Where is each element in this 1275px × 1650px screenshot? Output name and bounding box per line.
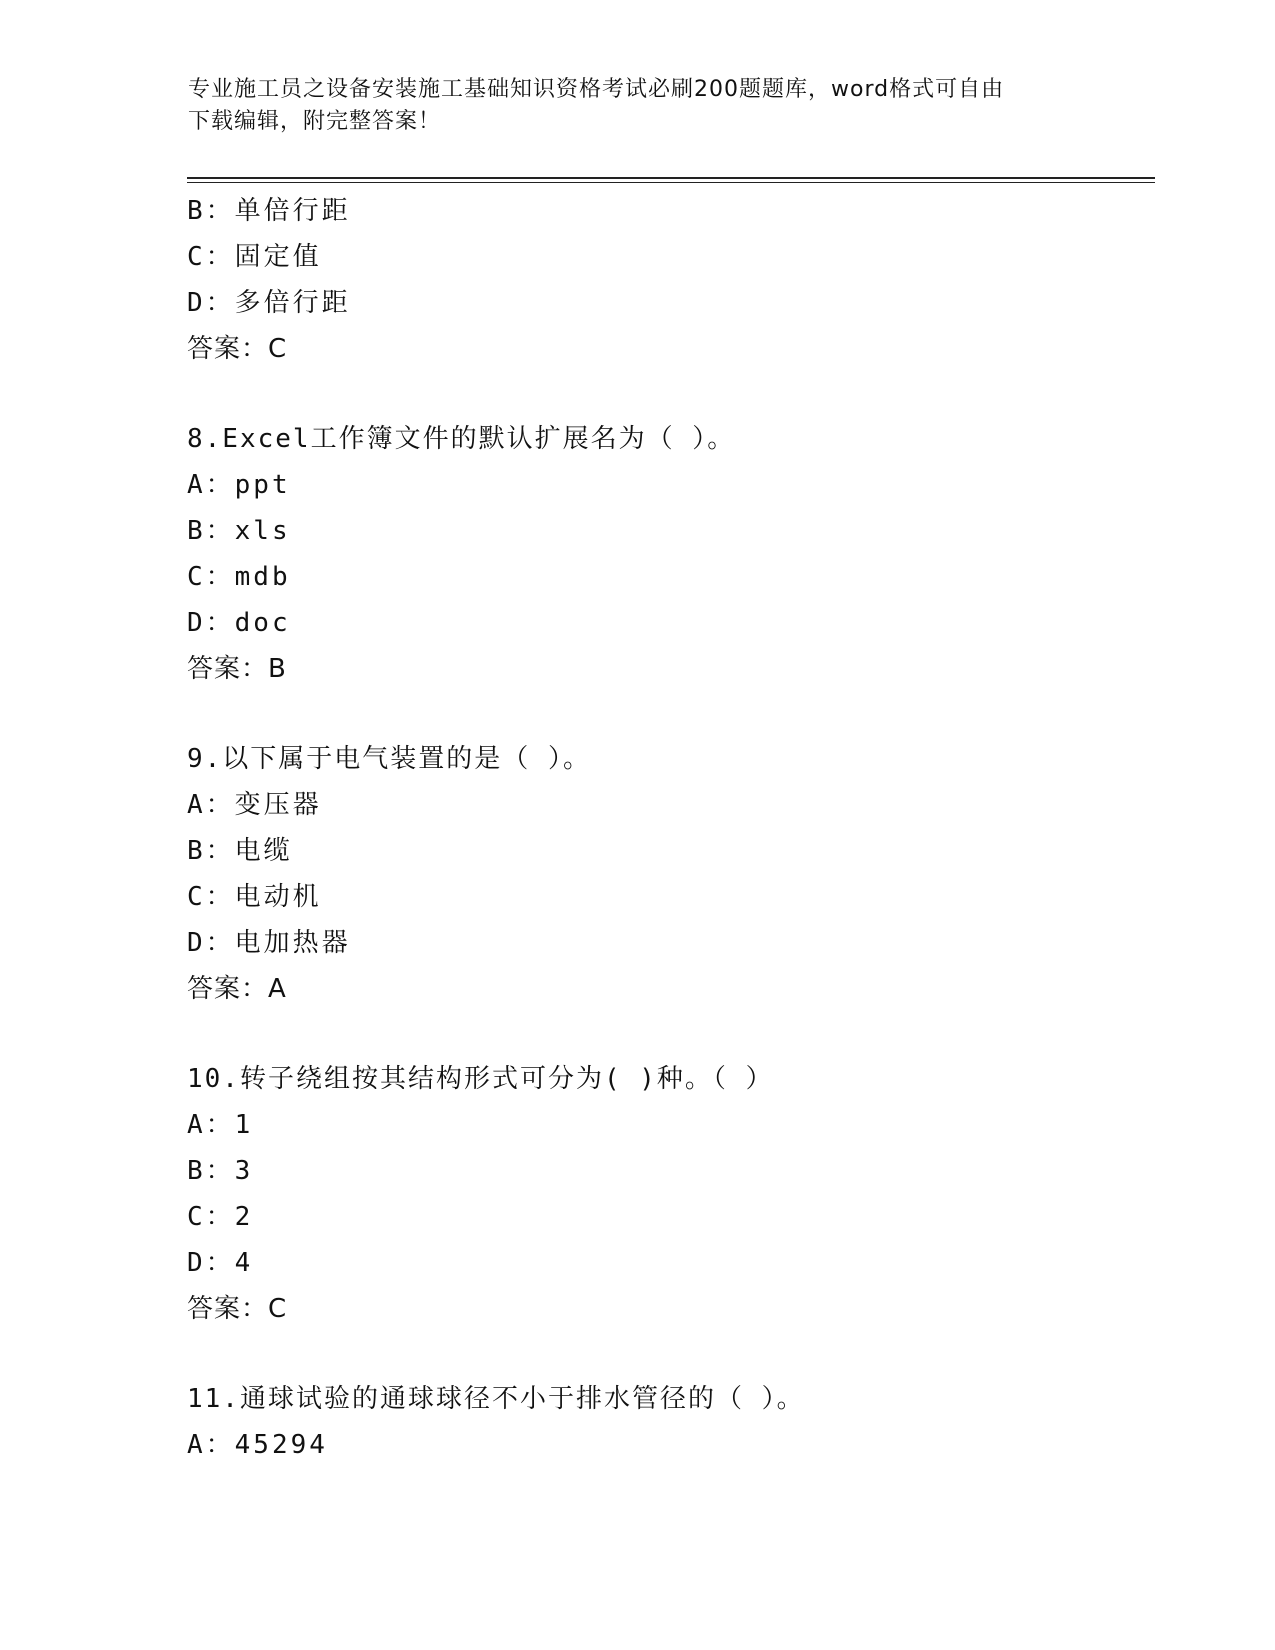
option-label: D：	[187, 928, 235, 958]
option-label: A：	[187, 470, 235, 500]
option-label: B：	[187, 196, 235, 226]
question-stem: 8.Excel工作簿文件的默认扩展名为（ ）。	[187, 424, 736, 454]
option-d	[187, 920, 1147, 966]
option-text: 2	[234, 1202, 254, 1232]
option-label: C：	[187, 562, 235, 592]
option-a	[187, 1102, 1147, 1148]
option-text: 1	[234, 1110, 254, 1140]
option-label: C：	[187, 242, 235, 272]
option-label: D：	[187, 1248, 235, 1278]
question-stem: 11.通球试验的通球球径不小于排水管径的（ ）。	[187, 1384, 805, 1414]
page-header	[188, 74, 1088, 138]
option-text: mdb	[234, 562, 291, 592]
answer-line: 答案：B	[187, 654, 287, 684]
question-8	[187, 416, 1147, 692]
option-b	[187, 188, 1147, 234]
question-7-continued	[187, 188, 1147, 372]
option-label: B：	[187, 516, 235, 546]
option-text: 电动机	[234, 882, 322, 912]
option-label: A：	[187, 790, 235, 820]
option-label: D：	[187, 608, 235, 638]
option-label: C：	[187, 882, 235, 912]
option-text: xls	[234, 516, 291, 546]
option-b	[187, 1148, 1147, 1194]
option-text: ppt	[234, 470, 291, 500]
option-a	[187, 782, 1147, 828]
option-b	[187, 508, 1147, 554]
header-rule-thick	[187, 177, 1155, 179]
option-label: D：	[187, 288, 235, 318]
option-text: 电加热器	[234, 928, 351, 958]
option-b	[187, 828, 1147, 874]
header-line-2: 下载编辑，附完整答案！	[188, 109, 442, 134]
option-d	[187, 600, 1147, 646]
option-label: B：	[187, 836, 235, 866]
option-c	[187, 554, 1147, 600]
question-11	[187, 1376, 1147, 1468]
answer-line: 答案：C	[187, 1294, 288, 1324]
question-stem: 10.转子绕组按其结构形式可分为( )种。（ ）	[187, 1064, 774, 1094]
option-text: 4	[234, 1248, 254, 1278]
answer-line: 答案：C	[187, 334, 288, 364]
option-c	[187, 234, 1147, 280]
option-label: A：	[187, 1430, 235, 1460]
option-text: doc	[234, 608, 291, 638]
option-c	[187, 1194, 1147, 1240]
question-9	[187, 736, 1147, 1012]
question-stem: 9.以下属于电气装置的是（ ）。	[187, 744, 591, 774]
option-d	[187, 1240, 1147, 1286]
option-a	[187, 1422, 1147, 1468]
option-text: 变压器	[234, 790, 322, 820]
option-label: B：	[187, 1156, 235, 1186]
option-text: 45294	[234, 1430, 328, 1460]
header-line-1: 专业施工员之设备安装施工基础知识资格考试必刷200题题库，word格式可自由	[188, 77, 1005, 102]
option-a	[187, 462, 1147, 508]
option-c	[187, 874, 1147, 920]
answer-line: 答案：A	[187, 974, 287, 1004]
option-label: A：	[187, 1110, 235, 1140]
option-text: 固定值	[234, 242, 322, 272]
question-list	[187, 188, 1147, 1512]
option-text: 电缆	[234, 836, 293, 866]
option-label: C：	[187, 1202, 235, 1232]
option-text: 单倍行距	[234, 196, 351, 226]
option-text: 多倍行距	[234, 288, 351, 318]
option-text: 3	[234, 1156, 254, 1186]
option-d	[187, 280, 1147, 326]
question-10	[187, 1056, 1147, 1332]
header-rule-thin	[187, 182, 1155, 183]
